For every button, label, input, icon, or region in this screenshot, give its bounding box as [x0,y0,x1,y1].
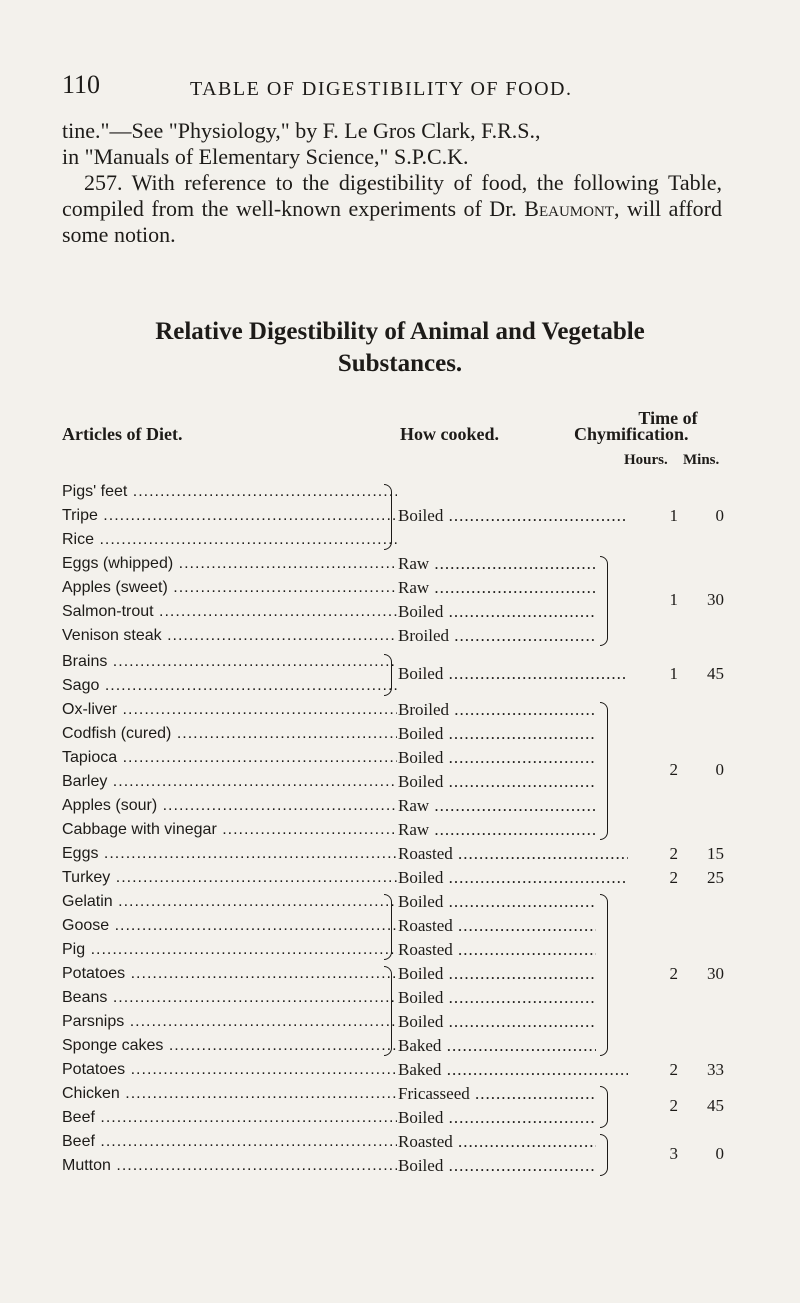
header-chymification: Chymification. [574,424,689,444]
cooking-method: Boiled ..... [398,1010,596,1034]
running-title: TABLE OF DIGESTIBILITY OF FOOD. [190,78,573,100]
article-name: Venison steak ..... [62,624,397,648]
paragraph-257-b: , will afford some notion. [62,196,722,247]
article-name: Salmon-trout ..... [62,600,397,624]
time-mins: 15 [707,844,724,863]
article-brace [384,966,392,1056]
cooking-method: Roasted ..... [398,914,596,938]
time-mins: 0 [715,760,724,779]
time-mins: 25 [707,868,724,887]
time-hours: 1 [669,664,678,683]
article-name: Parsnips ..... [62,1010,397,1034]
article-name: Beef ..... [62,1106,397,1130]
cooking-method: Boiled ..... [398,504,628,528]
cooking-method: Boiled ..... [398,662,628,686]
time-hours: 3 [669,1144,678,1163]
intro-line-1: tine."—See "Physiology," by F. Le Gros Clark, F.R.S., [62,118,541,143]
cooking-method: Boiled ..... [398,722,596,746]
time-mins: 0 [715,1144,724,1163]
page-number: 110 [62,70,101,99]
time-mins: 33 [707,1060,724,1079]
cooking-method: Boiled ..... [398,600,596,624]
cooking-method: Boiled ..... [398,866,628,890]
time-mins: 30 [707,590,724,609]
time-brace [600,894,608,1056]
cooking-method: Broiled ..... [398,624,596,648]
time-mins: 45 [707,1096,724,1115]
time-brace [600,556,608,646]
time-mins: 0 [715,506,724,525]
cooking-method: Raw ..... [398,794,596,818]
article-name: Brains ..... [62,650,397,674]
article-name: Rice ..... [62,528,397,552]
time-mins: 45 [707,664,724,683]
cooking-method: Boiled ..... [398,1106,596,1130]
time-hours: 2 [669,760,678,779]
cooking-method: Roasted ..... [398,1130,596,1154]
cooking-method: Boiled ..... [398,986,596,1010]
time-hours: 1 [669,590,678,609]
table-title-line-2: Substances. [337,350,463,377]
article-name: Mutton ..... [62,1154,397,1178]
cooking-method: Boiled ..... [398,962,596,986]
article-name: Pig ..... [62,938,397,962]
header-articles: Articles of Diet. [62,424,183,444]
cooking-method: Roasted ..... [398,842,628,866]
article-name: Tapioca ..... [62,746,397,770]
time-mins: 30 [707,964,724,983]
article-name: Ox-liver ..... [62,698,397,722]
article-name: Pigs' feet ..... [62,480,397,504]
intro-line-2: in "Manuals of Elementary Science," S.P.C.K. [62,144,469,169]
header-hours: Hours. [624,452,668,468]
cooking-method: Boiled ..... [398,746,596,770]
article-name: Beans ..... [62,986,397,1010]
article-name: Turkey ..... [62,866,397,890]
cooking-method: Roasted ..... [398,938,596,962]
time-brace [600,1134,608,1176]
time-brace [600,702,608,840]
article-name: Eggs ..... [62,842,397,866]
time-hours: 2 [669,1096,678,1115]
cooking-method: Raw ..... [398,576,596,600]
article-name: Cabbage with vinegar ..... [62,818,397,842]
time-hours: 2 [669,964,678,983]
header-mins: Mins. [683,452,720,468]
header-how-cooked: How cooked. [400,424,499,444]
cooking-method: Boiled ..... [398,1154,596,1178]
article-name: Sago ..... [62,674,397,698]
cooking-method: Broiled ..... [398,698,596,722]
time-brace [600,1086,608,1128]
time-hours: 1 [669,506,678,525]
time-hours: 2 [669,844,678,863]
article-name: Potatoes ..... [62,962,397,986]
article-name: Codfish (cured) ..... [62,722,397,746]
article-name: Beef ..... [62,1130,397,1154]
article-name: Goose ..... [62,914,397,938]
cooking-method: Boiled ..... [398,890,596,914]
article-brace [384,654,392,696]
article-name: Sponge cakes ..... [62,1034,397,1058]
time-hours: 2 [669,1060,678,1079]
cooking-method: Boiled ..... [398,770,596,794]
table-title-line-1: Relative Digestibility of Animal and Vegetable [155,318,645,345]
time-hours: 2 [669,868,678,887]
article-brace [384,484,392,550]
cooking-method: Raw ..... [398,818,596,842]
paragraph-257 [62,170,722,248]
beaumont-name: Beaumont [524,196,614,221]
article-name: Apples (sweet) ..... [62,576,397,600]
article-name: Eggs (whipped) ..... [62,552,397,576]
cooking-method: Fricasseed ..... [398,1082,596,1106]
intro-text [62,118,722,248]
cooking-method: Raw ..... [398,552,596,576]
header-time-of: Time of [638,408,698,428]
paragraph-257-a: 257. With reference to the digestibility of food, the following Table, compiled from the well-known experiments of Dr. [62,170,722,221]
article-name: Chicken ..... [62,1082,397,1106]
cooking-method: Baked ..... [398,1058,628,1082]
article-name: Apples (sour) ..... [62,794,397,818]
article-brace [384,894,392,960]
article-name: Gelatin ..... [62,890,397,914]
cooking-method: Baked ..... [398,1034,596,1058]
article-name: Tripe ..... [62,504,397,528]
article-name: Barley ..... [62,770,397,794]
article-name: Potatoes ..... [62,1058,397,1082]
